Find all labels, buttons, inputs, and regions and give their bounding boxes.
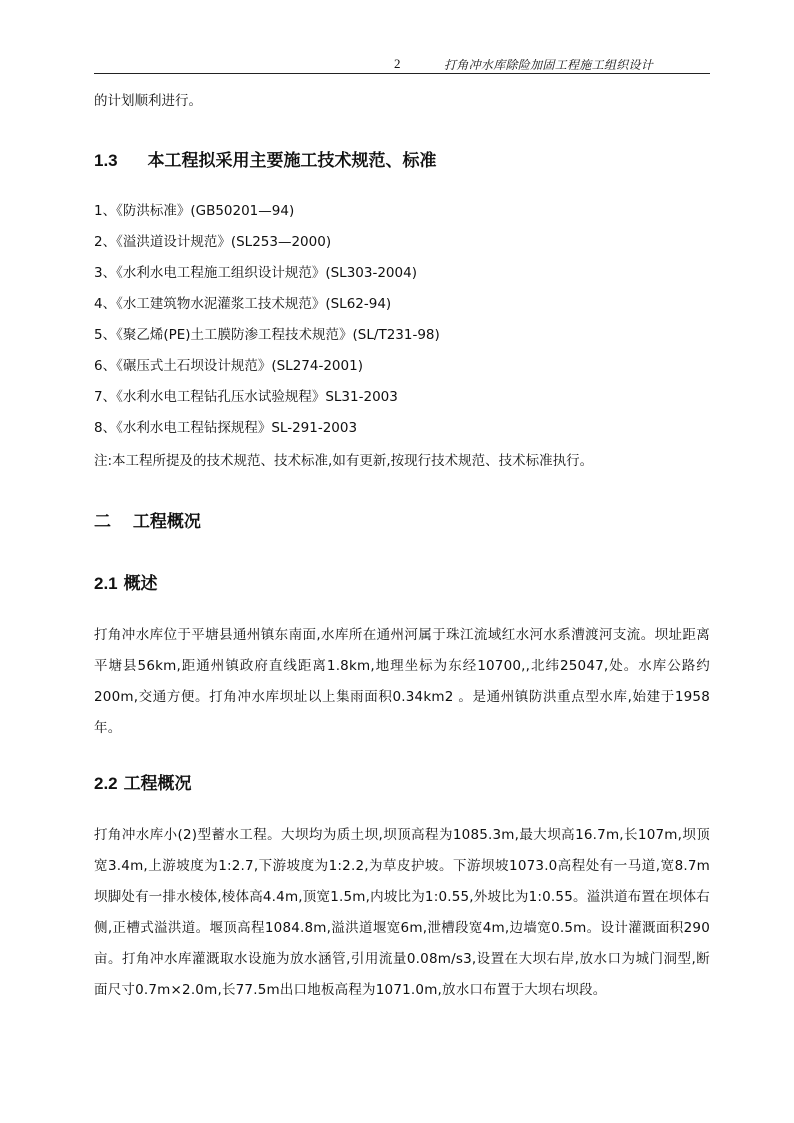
section-heading-2-1 <box>94 569 158 594</box>
standard-item: 1、《防洪标准》(GB50201—94) <box>94 203 295 219</box>
standards-note: 注:本工程所提及的技术规范、技术标准,如有更新,按现行技术规范、技术标准执行。 <box>94 453 594 469</box>
section-title: 本工程拟采用主要施工技术规范、标准 <box>147 151 437 171</box>
header-page-number: 2 <box>394 56 401 71</box>
standard-item: 5、《聚乙烯(PE)土工膜防渗工程技术规范》(SL/T231-98) <box>94 327 440 343</box>
standard-item: 2、《溢洪道设计规范》(SL253—2000) <box>94 234 332 250</box>
header-document-title: 打角冲水库除险加固工程施工组织设计 <box>444 58 654 72</box>
section-number: 2.2 <box>94 774 118 793</box>
chapter-title: 工程概况 <box>132 512 201 532</box>
section-number: 2.1 <box>94 574 118 593</box>
page-header <box>94 56 710 74</box>
standard-item: 4、《水工建筑物水泥灌浆工技术规范》(SL62-94) <box>94 296 392 312</box>
standard-item: 8、《水利水电工程钻探规程》SL-291-2003 <box>94 420 358 436</box>
chapter-heading-2 <box>94 507 201 532</box>
chapter-number: 二 <box>94 512 111 532</box>
project-paragraph: 打角冲水库小(2)型蓄水工程。大坝均为质土坝,坝顶高程为1085.3m,最大坝高16.7m,长107m,坝顶宽3.4m,上游坡度为1:2.7,下游坡度为1:2.2,为草皮护坡。下游坝坡1073.0高程处有一马道,宽8.7m坝脚处有一排水棱体,棱体高4.4m,顶宽1.5m,内坡比为1:0.55,外坡比为1:0.55。溢洪道布置在坝体右侧,正槽式溢洪道。堰顶高程1084.8m,溢洪道堰宽6m,泄槽段宽4m,边墙宽0.5m。设计灌溉面积290亩。打角冲水库灌溉取水设施为放水涵管,引用流量0.08m/s3,设置在大坝右岸,放水口为城门洞型,断面尺寸0.7m×2.0m,长77.5m出口地板高程为1071.0m,放水口布置于大坝右坝段。 <box>94 827 710 998</box>
section-number: 1.3 <box>94 151 118 170</box>
section-title: 概述 <box>123 574 158 594</box>
section-heading-1-3 <box>94 146 436 171</box>
standard-item: 7、《水利水电工程钻孔压水试验规程》SL31-2003 <box>94 389 398 405</box>
standard-item: 3、《水利水电工程施工组织设计规范》(SL303-2004) <box>94 265 417 281</box>
standard-item: 6、《碾压式土石坝设计规范》(SL274-2001) <box>94 358 363 374</box>
header-rule <box>94 73 710 74</box>
continuation-text: 的计划顺利进行。 <box>94 93 202 109</box>
section-title: 工程概况 <box>123 774 192 794</box>
overview-paragraph: 打角冲水库位于平塘县通州镇东南面,水库所在通州河属于珠江流域红水河水系漕渡河支流。坝址距离平塘县56km,距通州镇政府直线距离1.8km,地理坐标为东经10700,,北纬25047,处。水库公路约200m,交通方便。打角冲水库坝址以上集雨面积0.34km2 。是通州镇防洪重点型水库,始建于1958年。 <box>94 627 710 736</box>
section-heading-2-2 <box>94 769 192 794</box>
